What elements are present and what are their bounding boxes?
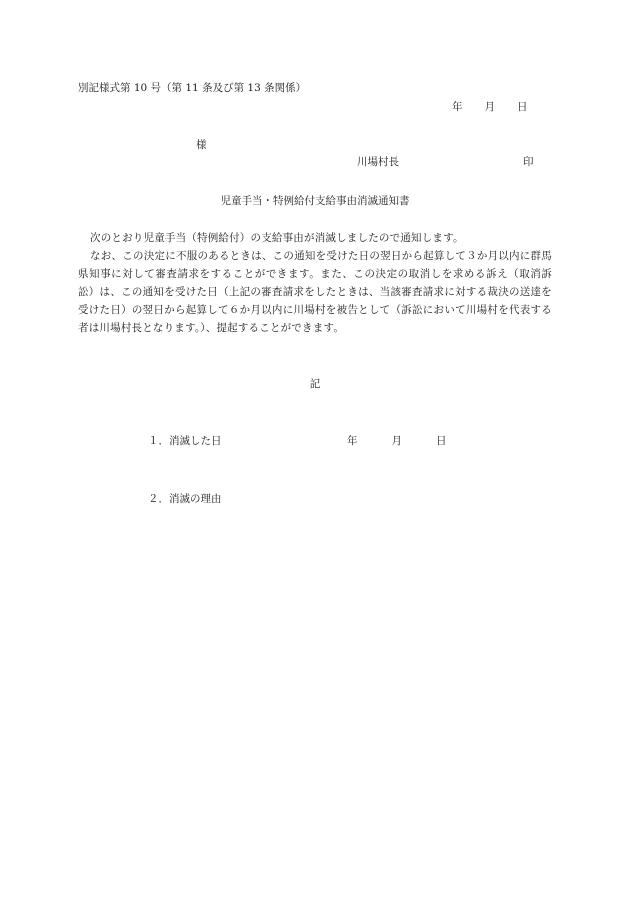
addressee-suffix: 様 (196, 139, 207, 151)
form-number: 別記様式第 10 号（第 11 条及び第 13 条関係） (78, 82, 307, 94)
header-month-label: 月 (484, 101, 495, 113)
item-extinction-date-value (347, 434, 447, 448)
header-year-label: 年 (452, 101, 463, 113)
header-day-label: 日 (517, 101, 528, 113)
notice-body (78, 229, 552, 337)
seal-label: 印 (523, 156, 534, 168)
item-extinction-reason-label: ２．消滅の理由 (148, 493, 222, 505)
ki-heading: 記 (309, 378, 321, 390)
item-month-label: 月 (391, 435, 402, 447)
body-paragraph: 次のとおり児童手当（特例給付）の支給事由が消滅しましたので通知します。 (90, 232, 464, 244)
header-date (452, 100, 528, 114)
item-year-label: 年 (347, 435, 358, 447)
body-paragraph: なお、この決定に不服のあるときは、この通知を受けた日の翌日から起算して３か月以内に群馬県知事に対して審査請求をすることができます。また、この決定の取消しを求める訴え（取消訴訟）は、この通知を受けた日（上記の審査請求をしたときは、当該審査請求に対する裁決の送達を受けた日）の翌日から起算して６か月以内に川場村を被告として（訴訟において川場村を代表する者は川場村長となります。）、提起することができます。 (78, 250, 552, 334)
document-title (0, 194, 630, 208)
item-day-label: 日 (436, 435, 447, 447)
sender-title: 川場村長 (357, 156, 399, 168)
item-extinction-date-label: １．消滅した日 (148, 435, 222, 447)
document-title-text: 児童手当・特例給付支給事由消滅通知書 (220, 195, 410, 207)
